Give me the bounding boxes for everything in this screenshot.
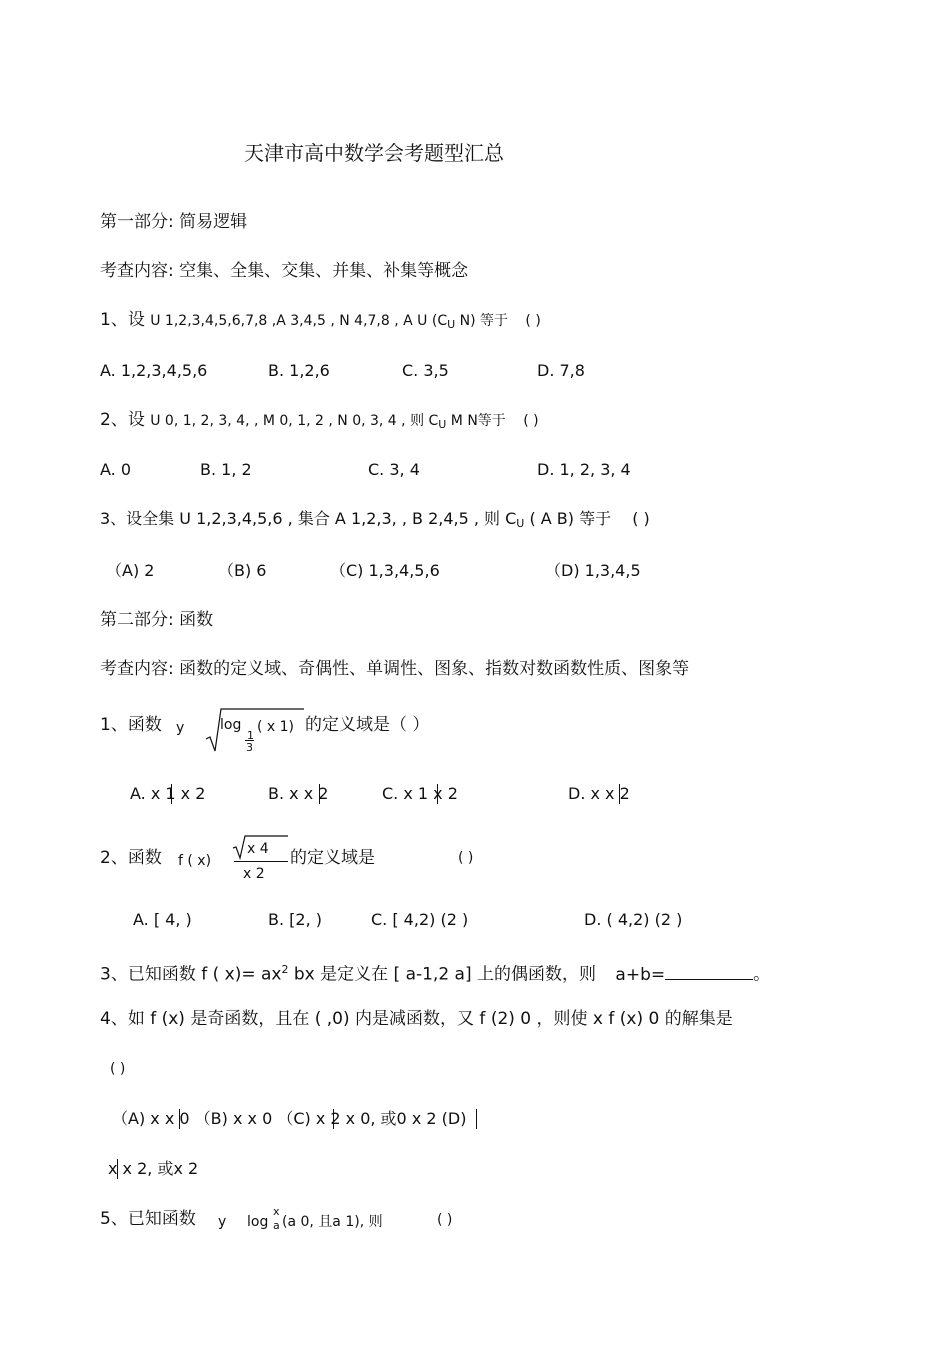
p2-q3 — [100, 958, 770, 987]
p2-q3-end: 。 — [753, 964, 771, 985]
p1-q3-paren: ( ) — [632, 509, 650, 528]
p1-q2-sub: U — [438, 418, 447, 431]
p1-q1 — [100, 308, 541, 337]
p1-q3-option-d: （D) 1,3,4,5 — [545, 561, 641, 580]
p2-q1-base-den: 3 — [246, 741, 253, 754]
p1-q2-paren: ( ) — [523, 413, 539, 429]
p2-q4-bar-a — [179, 1109, 180, 1129]
part1-content: 考查内容: 空集、全集、交集、并集、补集等概念 — [100, 261, 469, 281]
p1-q3-option-b: （B) 6 — [218, 561, 267, 580]
p2-q1-bar-c — [437, 784, 438, 804]
p2-q3-sup: 2 — [281, 963, 289, 976]
p1-q3-text2: ( A B) 等于 — [524, 509, 612, 528]
p1-q1-math2: N) 等于 — [455, 313, 509, 329]
p1-q3-sub: U — [516, 517, 525, 530]
page-title: 天津市高中数学会考题型汇总 — [244, 141, 504, 165]
p1-q2 — [100, 408, 539, 437]
p1-q2-option-b: B. 1, 2 — [200, 460, 252, 479]
p2-q1-option-d: D. x x 2 — [568, 784, 630, 803]
p2-q2-tail: 的定义域是 — [290, 848, 375, 868]
p2-q2-num: x 4 — [247, 841, 269, 857]
p1-q1-option-d: D. 7,8 — [537, 361, 585, 380]
p2-q3-text2: bx 是定义在 [ a-1,2 a] 上的偶函数，则 — [288, 964, 597, 985]
part2-content: 考查内容: 函数的定义域、奇偶性、单调性、图象、指数对数函数性质、图象等 — [100, 659, 690, 679]
p1-q3-option-a: （A) 2 — [106, 561, 155, 580]
p2-q5-tail: (a 0, 且a 1), 则 — [282, 1214, 383, 1230]
p1-q2-math: U 0, 1, 2, 3, 4, , M 0, 1, 2 , N 0, 3, 4 , 则 C — [150, 413, 439, 429]
p2-q5-sup: x — [273, 1205, 280, 1218]
p2-q1-option-a: A. x 1 x 2 — [130, 784, 206, 803]
p2-q4-options: （A) x x 0 （B) x x 0 （C) x 2 x 0, 或0 x 2 (D) — [112, 1109, 467, 1128]
p2-q2-option-c: C. [ 4,2) (2 ) — [371, 910, 469, 929]
part1-heading: 第一部分: 简易逻辑 — [100, 212, 248, 232]
p2-q2-paren: ( ) — [458, 850, 474, 866]
p1-q1-option-c: C. 3,5 — [402, 361, 449, 380]
p2-q5-log: log — [247, 1214, 269, 1230]
p2-q1-bar-d — [619, 784, 620, 804]
p2-q3-blank — [665, 965, 753, 980]
p2-q4-text: 4、如 f (x) 是奇函数，且在 ( ,0) 内是减函数，又 f (2) 0 ，则使 x f (x) 0 的解集是 — [100, 1009, 733, 1029]
p2-q1-bar-b — [319, 784, 320, 804]
p2-q4-paren: ( ) — [110, 1061, 126, 1077]
p1-q1-lead: 1、设 — [100, 310, 145, 330]
p2-q5-paren: ( ) — [437, 1212, 453, 1228]
p1-q2-math2: M N等于 — [446, 413, 506, 429]
p1-q1-option-a: A. 1,2,3,4,5,6 — [100, 361, 208, 380]
p2-q4-bar-b — [333, 1109, 334, 1129]
p1-q3-option-c: （C) 1,3,4,5,6 — [330, 561, 440, 580]
p2-q3-text3: a+b= — [615, 964, 666, 985]
p1-q1-paren: ( ) — [525, 313, 541, 329]
p2-q1-log: log — [220, 717, 242, 733]
p2-q1-option-c: C. x 1 x 2 — [382, 784, 458, 803]
p2-q5-y: y — [218, 1214, 227, 1230]
p2-q1-bar-a — [171, 784, 172, 804]
p1-q2-option-c: C. 3, 4 — [368, 460, 420, 479]
p2-q3-text: 3、已知函数 f ( x)= ax — [100, 964, 282, 985]
p2-q2-fx: f ( x) — [178, 853, 212, 869]
p2-q1-arg: ( x 1) — [257, 719, 295, 735]
p2-q1-option-b: B. x x 2 — [268, 784, 329, 803]
p2-q1-tail: 的定义域是（ ） — [305, 715, 430, 735]
p2-q2-lead: 2、函数 — [100, 848, 162, 868]
p1-q3-text: 3、设全集 U 1,2,3,4,5,6 , 集合 A 1,2,3, , B 2,4,5 , 则 C — [100, 509, 517, 528]
p1-q2-lead: 2、设 — [100, 410, 145, 430]
part2-heading: 第二部分: 函数 — [100, 610, 214, 630]
p2-q1-y: y — [176, 720, 185, 736]
p1-q2-option-d: D. 1, 2, 3, 4 — [537, 460, 631, 479]
p1-q3 — [100, 507, 650, 536]
p2-q5-lead: 5、已知函数 — [100, 1209, 196, 1229]
p2-q1-base-num: 1 — [247, 729, 254, 742]
p2-q5-sub: a — [273, 1219, 280, 1232]
p2-q4-bar-d — [117, 1159, 118, 1179]
p1-q2-option-a: A. 0 — [100, 460, 132, 479]
p2-q1-lead: 1、函数 — [100, 715, 162, 735]
p2-q4-options-cont: x x 2, 或x 2 — [108, 1159, 199, 1178]
p2-q2-option-b: B. [2, ) — [268, 910, 322, 929]
p2-q2-option-a: A. [ 4, ) — [133, 910, 192, 929]
p2-q4-bar-c — [476, 1109, 477, 1129]
p2-q2-den: x 2 — [243, 866, 265, 882]
p2-q2-option-d: D. ( 4,2) (2 ) — [584, 910, 683, 929]
p1-q1-sub: U — [447, 318, 456, 331]
p1-q1-option-b: B. 1,2,6 — [268, 361, 330, 380]
p1-q1-math: U 1,2,3,4,5,6,7,8 ,A 3,4,5 , N 4,7,8 , A U (C — [150, 313, 448, 329]
